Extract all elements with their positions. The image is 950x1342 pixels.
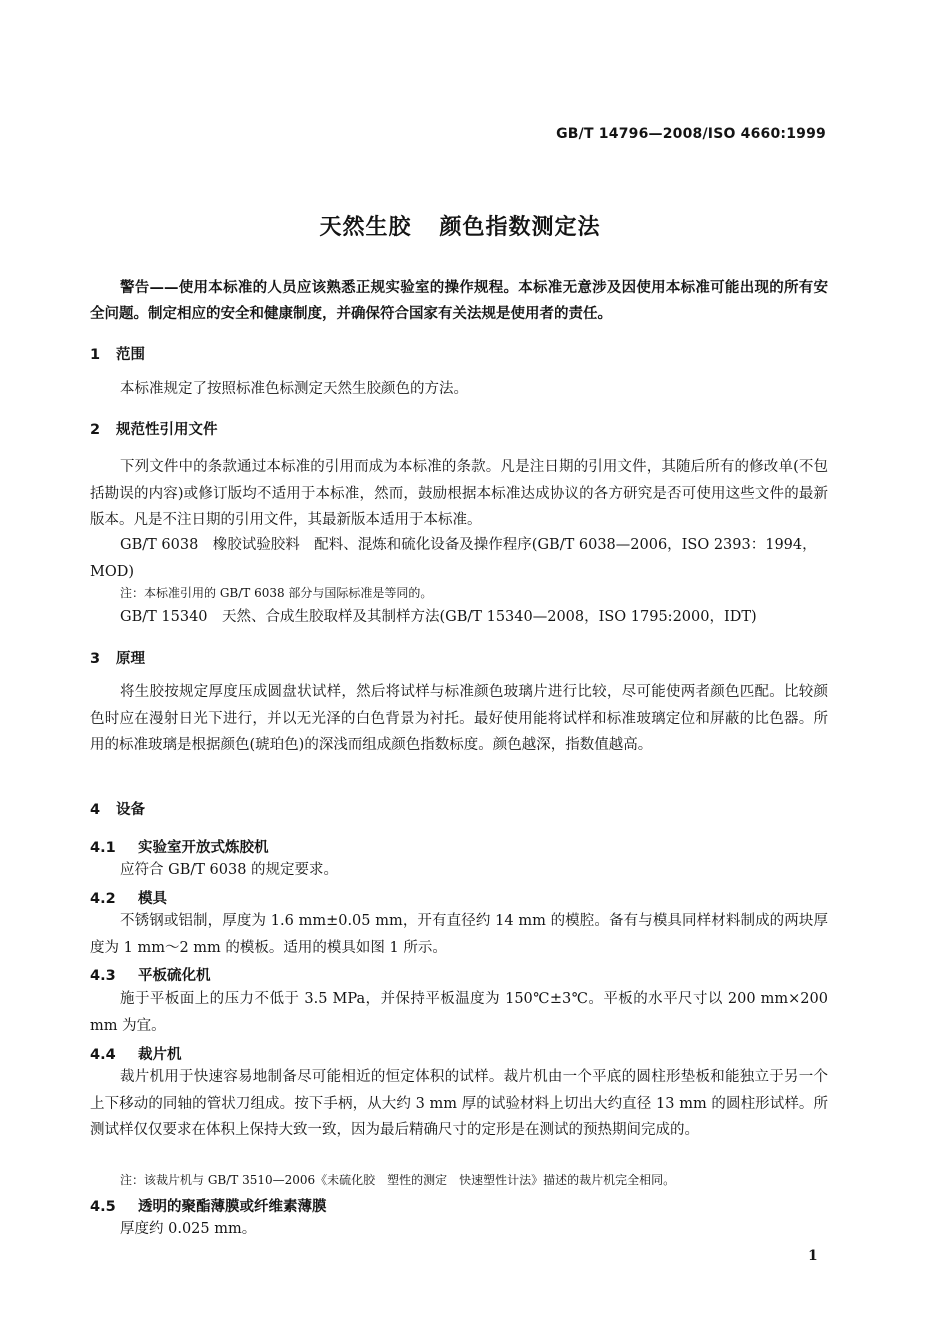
section-3-heading: [90, 647, 145, 668]
subsection-4-4-text: 裁片机用于快速容易地制备尽可能相近的恒定体积的试样。裁片机由一个平底的圆柱形垫板和能独立于另一个上下移动的同轴的管状刀组成。按下手柄，从大约 3 mm 厚的试验材料上切出大约直径 13 mm 的圆柱形试样。所测试样仅仅要求在体积上保持大致一致，因为最后精确尺寸的定形是在测试的预热期间完成的。: [90, 1069, 828, 1138]
subsection-4-3-heading: [90, 964, 211, 985]
subsection-4-4-title: 裁片机: [138, 1047, 182, 1063]
document-title: [0, 210, 920, 241]
subsection-4-5-number: 4.5: [90, 1199, 116, 1215]
subsection-4-1-title: 实验室开放式炼胶机: [138, 840, 269, 856]
subsection-4-2-number: 4.2: [90, 891, 116, 907]
subsection-4-4-number: 4.4: [90, 1047, 116, 1063]
title-part-2: 颜色指数测定法: [439, 215, 601, 240]
subsection-4-3-number: 4.3: [90, 968, 116, 984]
subsection-4-2-heading: [90, 887, 167, 908]
section-1-title: 范围: [116, 347, 145, 363]
subsection-4-1-text: 应符合 GB/T 6038 的规定要求。: [120, 862, 339, 878]
subsection-4-2-title: 模具: [138, 891, 167, 907]
subsection-4-2-text: 不锈钢或铝制，厚度为 1.6 mm±0.05 mm，开有直径约 14 mm 的模腔。备有与模具同样材料制成的两块厚度为 1 mm～2 mm 的模板。适用的模具如图 1 所示。: [90, 913, 828, 956]
section-2-text: 下列文件中的条款通过本标准的引用而成为本标准的条款。凡是注日期的引用文件，其随后所有的修改单(不包括勘误的内容)或修订版均不适用于本标准，然而，鼓励根据本标准达成协议的各方研究是否可使用这些文件的最新版本。凡是不注日期的引用文件，其最新版本适用于本标准。: [90, 459, 828, 528]
section-1-number: 1: [90, 347, 101, 363]
warning-paragraph: 警告——使用本标准的人员应该熟悉正规实验室的操作规程。本标准无意涉及因使用本标准可能出现的所有安全问题。制定相应的安全和健康制度，并确保符合国家有关法规是使用者的责任。: [90, 280, 828, 322]
section-3-text: 将生胶按规定厚度压成圆盘状试样，然后将试样与标准颜色玻璃片进行比较，尽可能使两者颜色匹配。比较颜色时应在漫射日光下进行，并以无光泽的白色背景为衬托。最好使用能将试样和标准玻璃定位和屏蔽的比色器。所用的标准玻璃是根据颜色(琥珀色)的深浅而组成颜色指数标度。颜色越深，指数值越高。: [90, 684, 828, 753]
reference-gbt15340: GB/T 15340 天然、合成生胶取样及其制样方法(GB/T 15340—2008，ISO 1795:2000，IDT): [120, 609, 757, 625]
subsection-4-5-text: 厚度约 0.025 mm。: [120, 1221, 257, 1237]
subsection-4-1-heading: [90, 836, 269, 857]
reference-gbt6038: GB/T 6038 橡胶试验胶料 配料、混炼和硫化设备及操作程序(GB/T 6038—2006，ISO 2393：1994，MOD): [90, 537, 817, 580]
subsection-4-5-heading: [90, 1195, 327, 1216]
subsection-4-3-title: 平板硫化机: [138, 968, 211, 984]
reference-note: 注：本标准引用的 GB/T 6038 部分与国际标准是等同的。: [120, 586, 433, 600]
page-number: 1: [808, 1248, 818, 1264]
section-1-text: 本标准规定了按照标准色标测定天然生胶颜色的方法。: [120, 381, 468, 397]
section-1-heading: [90, 343, 145, 364]
section-4-heading: [90, 798, 145, 819]
section-4-number: 4: [90, 802, 101, 818]
subsection-4-5-title: 透明的聚酯薄膜或纤维素薄膜: [138, 1199, 327, 1215]
section-2-title: 规范性引用文件: [116, 422, 218, 438]
standard-number: GB/T 14796—2008/ISO 4660:1999: [556, 126, 826, 142]
section-4-title: 设备: [116, 802, 145, 818]
subsection-4-3-text: 施于平板面上的压力不低于 3.5 MPa，并保持平板温度为 150℃±3℃。平板的水平尺寸以 200 mm×200 mm 为宜。: [90, 991, 828, 1034]
subsection-4-1-number: 4.1: [90, 840, 116, 856]
title-part-1: 天然生胶: [319, 215, 412, 240]
section-3-number: 3: [90, 651, 101, 667]
subsection-4-4-note: 注：该裁片机与 GB/T 3510—2006《未硫化胶 塑性的测定 快速塑性计法》描述的裁片机完全相同。: [120, 1173, 676, 1187]
section-3-title: 原理: [116, 651, 145, 667]
section-2-heading: [90, 418, 218, 439]
section-2-number: 2: [90, 422, 101, 438]
subsection-4-4-heading: [90, 1043, 182, 1064]
